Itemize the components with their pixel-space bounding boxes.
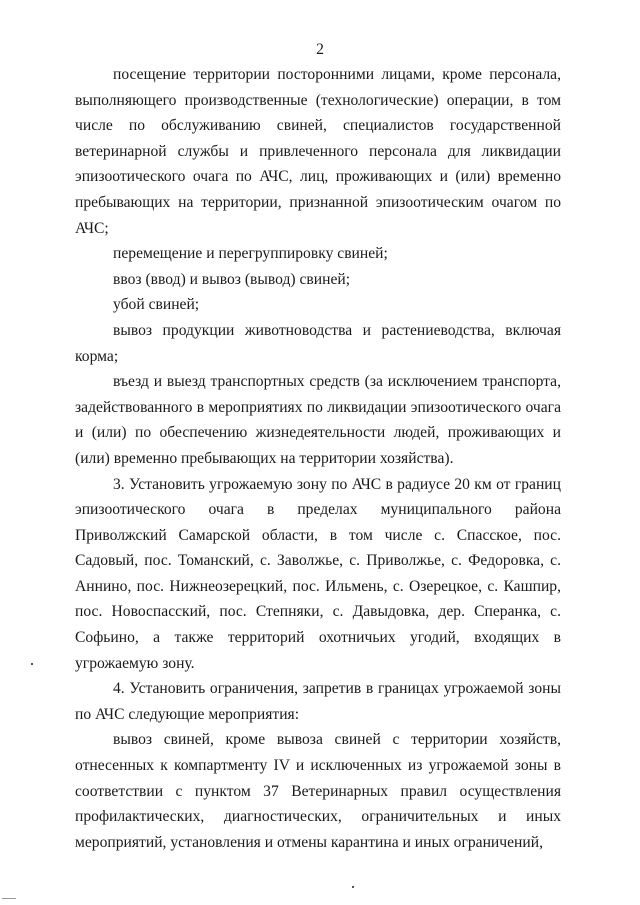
page-number: 2 bbox=[316, 41, 324, 58]
paragraph-9: вывоз свиней, кроме вывоза свиней с территории хозяйств, отнесенных к компартменту IV и исключенных из угрожаемой зоны в соответствии с пунктом 37 Ветеринарных правил осуществления профилактических, диагностических, ограничительных и иных мероприятий, установления и отмены карантина и иных ограничений, bbox=[75, 731, 561, 851]
scan-speck bbox=[2, 898, 16, 899]
document-body bbox=[75, 62, 561, 855]
paragraph-7: 3. Установить угрожаемую зону по АЧС в радиусе 20 км от границ эпизоотического очага в пределах муниципального района Приволжский Самарской области, в том числе с. Спасское, пос. Садовый, пос. Томанский, с. Заволжье, с. Приволжье, с. Федоровка, с. Аннино, пос. Нижнеозерецкий, пос. Ильмень, с. Озерецкое, с. Кашпир, пос. Новоспасский, пос. Степняки, с. Давыдовка, дер. Сперанка, с. Софьино, а также территорий охотничьих угодий, входящих в угрожаемую зону. bbox=[75, 475, 561, 672]
scan-speck bbox=[31, 663, 33, 665]
scan-speck bbox=[352, 886, 354, 888]
paragraph-8: 4. Установить ограничения, запретив в границах угрожаемой зоны по АЧС следующие мероприятия: bbox=[75, 680, 561, 723]
paragraph-3: ввоз (ввод) и вывоз (вывод) свиней; bbox=[113, 270, 351, 288]
paragraph-1: посещение территории посторонними лицами, кроме персонала, выполняющего производственные (технологические) операции, в том числе по обслуживанию свиней, специалистов государственной ветеринарной службы и привлеченного персонала для ликвидации эпизоотического очага по АЧС, лиц, проживающих и (или) временно пребывающих на территории, признанной эпизоотическим очагом по АЧС; bbox=[75, 66, 561, 237]
paragraph-4: убой свиней; bbox=[113, 296, 200, 314]
paragraph-6: въезд и выезд транспортных средств (за исключением транспорта, задействованного в мероприятиях по ликвидации эпизоотического очага и (или) по обеспечению жизнедеятельности людей, проживающих и (или) временно пребывающих на территории хозяйства). bbox=[75, 373, 561, 467]
paragraph-2: перемещение и перегруппировку свиней; bbox=[113, 245, 388, 263]
paragraph-5: вывоз продукции животноводства и растениеводства, включая корма; bbox=[75, 321, 561, 365]
